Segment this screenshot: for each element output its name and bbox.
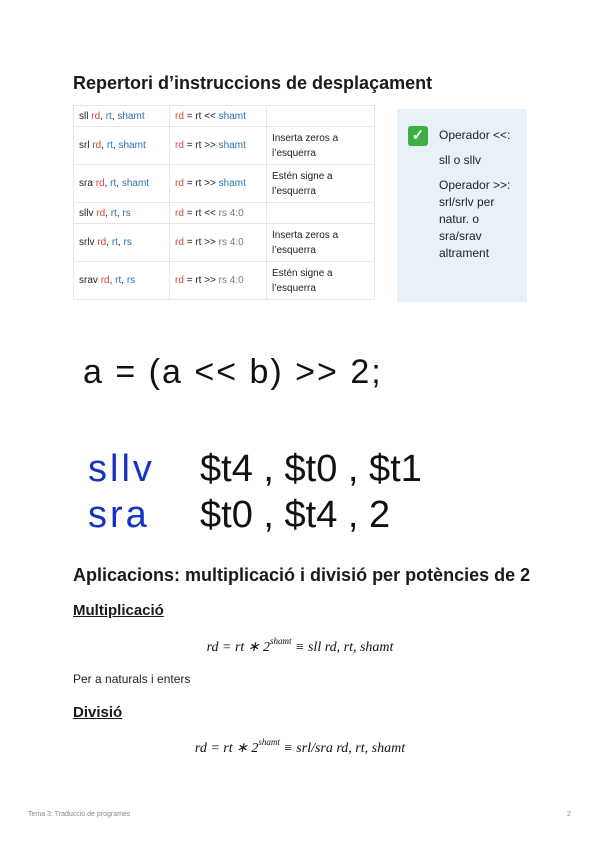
sem-shift: rs 4:0: [218, 275, 244, 286]
arg-rd: rd: [100, 275, 110, 286]
div-heading: Divisió: [73, 704, 123, 721]
description-cell: [267, 262, 375, 300]
formula-rhs: ≡ srl/sra rd, rt, shamt: [279, 741, 406, 756]
arg-rt: rt: [110, 207, 117, 219]
footer-left: Tema 3: Traducció de programes: [28, 811, 131, 818]
arg-shift: rs: [123, 237, 132, 248]
sem-shift: shamt: [218, 178, 246, 189]
asm-op: sllv: [88, 448, 155, 490]
sem-shift: shamt: [218, 140, 246, 151]
arg-shift: shamt: [118, 140, 146, 151]
arg-shift: rs: [122, 207, 131, 219]
arg-rt: rt: [111, 237, 118, 248]
semantics-cell: [170, 127, 267, 165]
mult-heading: Multiplicació: [73, 602, 164, 619]
desc-line-2: l’esquerra: [272, 244, 316, 256]
formula-exp: shamt: [258, 737, 280, 747]
mnemonic: srav: [79, 275, 98, 286]
mnemonic: sll: [79, 110, 89, 122]
mult-formula: [0, 636, 600, 656]
sem-op: = rt <<: [186, 110, 216, 122]
formula-lhs: rd = rt ∗ 2: [206, 640, 271, 655]
formula-lhs: rd = rt ∗ 2: [194, 741, 259, 756]
arg-rd: rd: [91, 110, 101, 122]
note-box: [397, 109, 527, 302]
table-row: [74, 203, 375, 224]
sem-shift: rs 4:0: [218, 237, 244, 248]
formula-exp: shamt: [270, 636, 292, 646]
mnemonic: sllv: [79, 207, 94, 219]
description-cell: [267, 165, 375, 203]
table-row: [74, 165, 375, 203]
arg-rt: rt: [115, 275, 122, 286]
mnemonic: sra: [79, 178, 93, 189]
table-row: [74, 262, 375, 300]
apps-title: Aplicacions: multiplicació i divisió per potències de 2: [73, 565, 531, 585]
description-cell: [267, 224, 375, 262]
sem-rd: rd: [175, 110, 184, 122]
sem-rd: rd: [175, 140, 184, 151]
description-cell: [267, 127, 375, 165]
table-row: [74, 127, 375, 165]
table-row: [74, 224, 375, 262]
sem-rd: rd: [175, 237, 184, 248]
arg-rt: rt: [105, 110, 112, 122]
syntax-cell: sllv rd, rt, rs: [74, 203, 170, 224]
syntax-cell: srlv rd, rt, rs: [74, 224, 170, 262]
arg-shift: shamt: [121, 178, 150, 189]
semantics-cell: [170, 165, 267, 203]
desc-line-1: Estén signe a: [272, 170, 333, 182]
sem-op: = rt >>: [186, 237, 216, 248]
arg-rt: rt: [106, 140, 113, 151]
asm-line: [88, 448, 422, 491]
note-line-3: Operador >>: srl/srlv per natur. o sra/srav altrament: [439, 178, 511, 260]
semantics-cell: [170, 262, 267, 300]
mnemonic: srlv: [79, 237, 95, 248]
desc-line-2: l’esquerra: [272, 282, 316, 294]
description-cell: [267, 106, 375, 127]
desc-line-2: l’esquerra: [272, 185, 316, 197]
sem-rd: rd: [175, 207, 184, 219]
footer-page-number: 2: [567, 811, 571, 818]
description-cell: [267, 203, 375, 224]
arg-rd: rd: [96, 207, 106, 219]
syntax-cell: sra rd, rt, shamt: [74, 165, 170, 203]
syntax-cell: sll rd, rt, shamt: [74, 106, 170, 127]
formula-rhs: ≡ sll rd, rt, shamt: [291, 640, 394, 655]
semantics-cell: [170, 203, 267, 224]
syntax-cell: srav rd, rt, rs: [74, 262, 170, 300]
arg-rd: rd: [92, 140, 102, 151]
instruction-table: [73, 105, 375, 300]
sem-op: = rt >>: [186, 275, 216, 286]
semantics-cell: [170, 106, 267, 127]
arg-shift: rs: [126, 275, 136, 286]
sem-op: = rt >>: [186, 178, 216, 189]
note-line-1: Operador <<:: [439, 128, 511, 142]
c-expression: a = (a << b) >> 2;: [83, 353, 383, 391]
semantics-cell: [170, 224, 267, 262]
asm-args: $t4 , $t0 , $t1: [200, 448, 422, 490]
desc-line-2: l’esquerra: [272, 147, 316, 159]
check-icon: ✓: [408, 126, 428, 146]
sem-shift: shamt: [218, 110, 246, 122]
sem-op: = rt <<: [186, 207, 216, 219]
asm-line: [88, 494, 390, 537]
table-row: [74, 106, 375, 127]
arg-rd: rd: [97, 237, 107, 248]
section-title: Repertori d’instruccions de desplaçament: [73, 73, 433, 93]
asm-op: sra: [88, 494, 150, 536]
desc-line-1: Inserta zeros a: [272, 229, 339, 241]
asm-args: $t0 , $t4 , 2: [200, 494, 391, 536]
mult-note: Per a naturals i enters: [73, 672, 191, 686]
desc-line-1: Estén signe a: [272, 267, 333, 279]
arg-rt: rt: [110, 178, 117, 189]
sem-shift: rs 4:0: [218, 207, 244, 219]
arg-shift: shamt: [117, 110, 145, 122]
div-formula: [0, 737, 600, 757]
mnemonic: srl: [79, 140, 90, 151]
syntax-cell: srl rd, rt, shamt: [74, 127, 170, 165]
desc-line-1: Inserta zeros a: [272, 132, 339, 144]
note-line-2: sll o sllv: [439, 153, 482, 167]
sem-rd: rd: [175, 178, 184, 189]
sem-rd: rd: [175, 275, 184, 286]
sem-op: = rt >>: [186, 140, 216, 151]
arg-rd: rd: [95, 178, 105, 189]
